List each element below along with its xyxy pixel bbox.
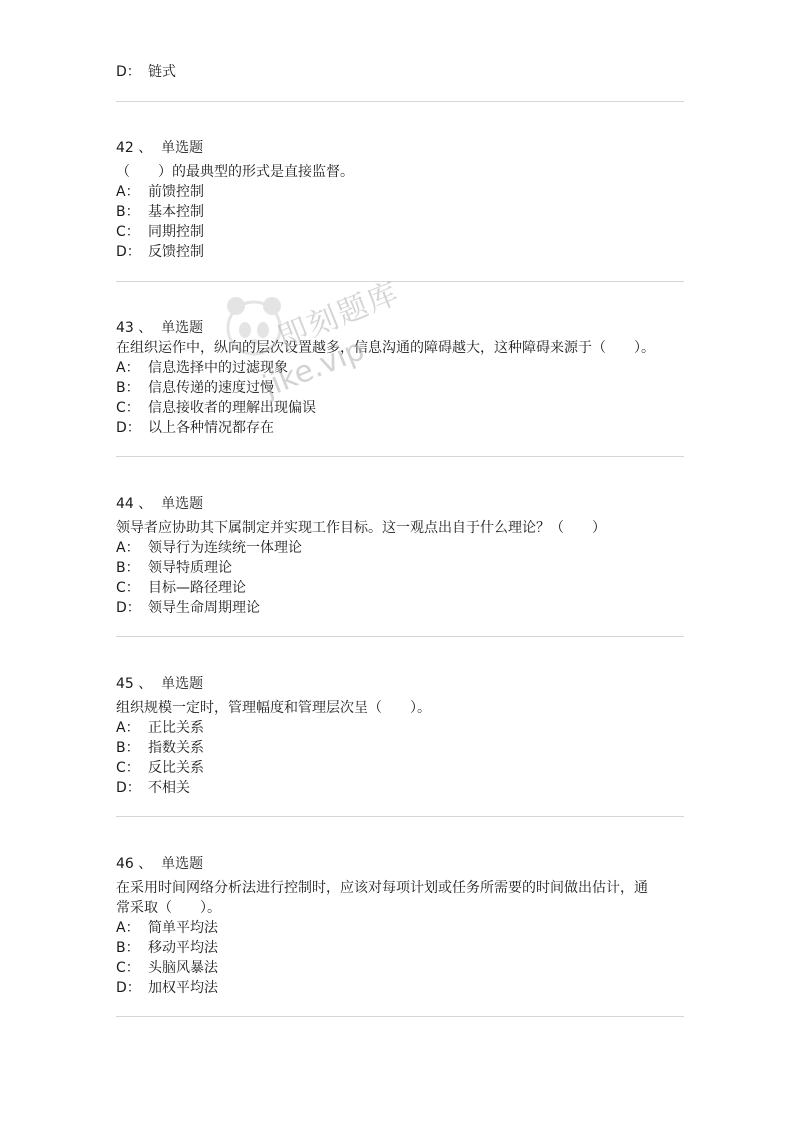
divider (116, 281, 684, 282)
question-type: 单选题 (161, 496, 204, 512)
option-text: 以上各种情况都存在 (148, 420, 274, 436)
option-text: 指数关系 (148, 740, 204, 756)
question-number: 46 、 (116, 856, 153, 872)
option-text: 不相关 (148, 780, 190, 796)
option-key: C： (116, 960, 140, 976)
q45-stem: 组织规模一定时，管理幅度和管理层次呈（ ）。 (116, 700, 431, 716)
option-text: 简单平均法 (148, 920, 218, 936)
question-number: 43 、 (116, 320, 153, 336)
q42-stem: （ ）的最典型的形式是直接监督。 (116, 164, 354, 180)
question-type: 单选题 (161, 140, 204, 156)
option-text: 信息选择中的过滤现象 (148, 360, 288, 376)
q43-header (116, 318, 203, 338)
question-type: 单选题 (161, 856, 204, 872)
option-key: D： (116, 980, 141, 996)
option-key: A： (116, 360, 140, 376)
divider (116, 636, 684, 637)
q43-option-b (116, 378, 274, 398)
q42-option-c (116, 222, 204, 242)
option-key: D： (116, 780, 141, 796)
q44-option-b (116, 558, 232, 578)
option-key: C： (116, 224, 140, 240)
watermark-cn: 即刻题库 (272, 275, 405, 356)
option-key: D： (116, 244, 141, 260)
option-key: D： (116, 420, 141, 436)
option-key: B： (116, 560, 140, 576)
option-key: B： (116, 204, 140, 220)
q41-option-d (116, 62, 176, 82)
option-key: A： (116, 184, 140, 200)
option-key: B： (116, 740, 140, 756)
q44-option-c (116, 578, 246, 598)
q43-option-d (116, 418, 274, 438)
watermark-en: jike.vip (258, 332, 370, 405)
option-text: 信息传递的速度过慢 (148, 380, 274, 396)
q42-option-d (116, 242, 204, 262)
q44-header (116, 494, 203, 514)
q44-option-a (116, 538, 302, 558)
option-key: A： (116, 540, 140, 556)
option-text: 领导行为连续统一体理论 (148, 540, 302, 556)
question-number: 44 、 (116, 496, 153, 512)
divider (116, 1016, 684, 1017)
option-text: 领导特质理论 (148, 560, 232, 576)
q44-option-d (116, 598, 260, 618)
option-key: C： (116, 400, 140, 416)
question-type: 单选题 (161, 676, 204, 692)
q46-option-d (116, 978, 218, 998)
option-text: 头脑风暴法 (148, 960, 218, 976)
q45-option-b (116, 738, 204, 758)
q43-option-c (116, 398, 316, 418)
option-text: 领导生命周期理论 (148, 600, 260, 616)
q42-header (116, 138, 203, 158)
option-key: A： (116, 720, 140, 736)
option-key: B： (116, 940, 140, 956)
divider (116, 456, 684, 457)
option-text: 基本控制 (148, 204, 204, 220)
q45-option-a (116, 718, 204, 738)
option-text: 反比关系 (148, 760, 204, 776)
option-key: D： (116, 64, 141, 80)
q46-option-a (116, 918, 218, 938)
q45-option-c (116, 758, 204, 778)
option-text: 目标—路径理论 (148, 580, 246, 596)
question-number: 45 、 (116, 676, 153, 692)
q45-option-d (116, 778, 190, 798)
q46-option-c (116, 958, 218, 978)
q46-stem-line-1: 在采用时间网络分析法进行控制时，应该对每项计划或任务所需要的时间做出估计，通 (116, 880, 648, 896)
q46-option-b (116, 938, 218, 958)
option-text: 同期控制 (148, 224, 204, 240)
option-text: 前馈控制 (148, 184, 204, 200)
q46-header (116, 854, 203, 874)
divider (116, 101, 684, 102)
option-text: 链式 (148, 64, 176, 80)
option-text: 加权平均法 (148, 980, 218, 996)
q45-header (116, 674, 203, 694)
option-text: 移动平均法 (148, 940, 218, 956)
q42-option-a (116, 182, 204, 202)
q42-option-b (116, 202, 204, 222)
option-key: C： (116, 760, 140, 776)
question-number: 42 、 (116, 140, 153, 156)
option-text: 正比关系 (148, 720, 204, 736)
option-key: C： (116, 580, 140, 596)
option-key: D： (116, 600, 141, 616)
option-text: 反馈控制 (148, 244, 204, 260)
option-text: 信息接收者的理解出现偏误 (148, 400, 316, 416)
q46-stem-line-2: 常采取（ ）。 (116, 900, 221, 916)
option-key: B： (116, 380, 140, 396)
option-key: A： (116, 920, 140, 936)
q43-stem: 在组织运作中，纵向的层次设置越多，信息沟通的障碍越大，这种障碍来源于（ ）。 (116, 340, 655, 356)
q44-stem: 领导者应协助其下属制定并实现工作目标。这一观点出自于什么理论？（ ） (116, 520, 606, 536)
divider (116, 816, 684, 817)
question-type: 单选题 (161, 320, 204, 336)
